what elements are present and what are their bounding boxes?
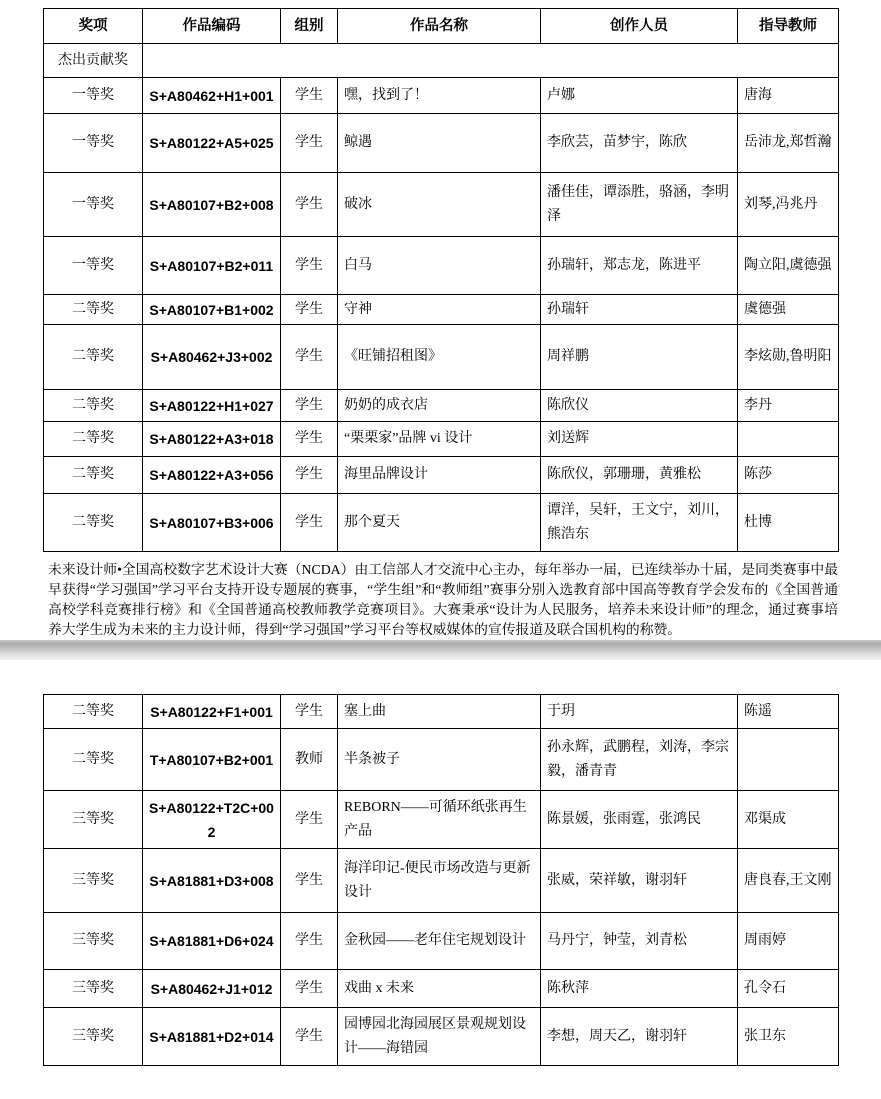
advisors-cell: 周雨婷 [738,913,839,970]
advisors-cell: 李丹 [738,390,839,422]
title-cell: 守神 [338,295,541,325]
table-row [44,729,839,791]
group-cell: 教师 [281,729,338,791]
code-cell: S+A80122+T2C+002 [143,791,281,849]
award-cell: 二等奖 [44,457,143,494]
award-cell: 二等奖 [44,494,143,552]
group-cell: 学生 [281,849,338,913]
award-cell: 二等奖 [44,325,143,390]
table-row [44,791,839,849]
advisors-cell: 陶立阳,虞德强 [738,237,839,295]
advisors-cell: 孔令石 [738,970,839,1008]
advisors-cell: 杜博 [738,494,839,552]
table-row [44,849,839,913]
code-cell: S+A81881+D3+008 [143,849,281,913]
table-row [44,695,839,729]
group-cell: 学生 [281,173,338,237]
code-cell: S+A80107+B3+006 [143,494,281,552]
page-separator [0,640,881,660]
advisors-cell: 陈遥 [738,695,839,729]
creators-cell: 于玥 [541,695,738,729]
award-cell: 一等奖 [44,114,143,173]
award-cell: 三等奖 [44,1008,143,1066]
table-row [44,78,839,114]
title-cell: 金秋园——老年住宅规划设计 [338,913,541,970]
advisors-cell: 唐海 [738,78,839,114]
advisors-cell: 虞德强 [738,295,839,325]
awards-table-page1 [43,8,839,552]
group-cell: 学生 [281,457,338,494]
column-header-title: 作品名称 [338,9,541,44]
table-row [44,970,839,1008]
advisors-cell [738,422,839,457]
creators-cell: 卢娜 [541,78,738,114]
group-cell: 学生 [281,494,338,552]
code-cell: S+A80122+A5+025 [143,114,281,173]
group-cell: 学生 [281,791,338,849]
group-cell: 学生 [281,325,338,390]
document-page-2 [0,660,881,1066]
title-cell: 那个夏天 [338,494,541,552]
code-cell: S+A81881+D6+024 [143,913,281,970]
award-cell: 三等奖 [44,913,143,970]
table-row [44,325,839,390]
creators-cell: 马丹宁，钟莹，刘青松 [541,913,738,970]
table-row [44,913,839,970]
column-header-group: 组别 [281,9,338,44]
group-cell: 学生 [281,970,338,1008]
group-cell: 学生 [281,114,338,173]
title-cell: 塞上曲 [338,695,541,729]
creators-cell: 刘送辉 [541,422,738,457]
code-cell: S+A80122+F1+001 [143,695,281,729]
title-cell: 破冰 [338,173,541,237]
table-row [44,457,839,494]
creators-cell: 张威，荣祥敏，谢羽轩 [541,849,738,913]
code-cell: S+A80462+J3+002 [143,325,281,390]
creators-cell: 谭洋，吴轩，王文宁，刘川，熊浩东 [541,494,738,552]
creators-cell: 李欣芸，苗梦宇，陈欣 [541,114,738,173]
title-cell: REBORN——可循环纸张再生产品 [338,791,541,849]
code-cell: S+A81881+D2+014 [143,1008,281,1066]
creators-cell: 周祥鹏 [541,325,738,390]
title-cell: 海洋印记-便民市场改造与更新设计 [338,849,541,913]
group-cell: 学生 [281,78,338,114]
code-cell: T+A80107+B2+001 [143,729,281,791]
creators-cell: 陈景媛，张雨霆，张鸿民 [541,791,738,849]
creators-cell: 孙永辉，武鹏程，刘涛，李宗毅，潘青青 [541,729,738,791]
code-cell: S+A80462+J1+012 [143,970,281,1008]
title-cell: 半条被子 [338,729,541,791]
column-header-advisors: 指导教师 [738,9,839,44]
awards-table-page2 [43,694,839,1066]
group-cell: 学生 [281,390,338,422]
creators-cell: 陈欣仪，郭珊珊，黄雅松 [541,457,738,494]
award-cell: 一等奖 [44,173,143,237]
creators-cell: 孙瑞轩，郑志龙，陈进平 [541,237,738,295]
table-row [44,1008,839,1066]
title-cell: 园博园北海园展区景观规划设计——海错园 [338,1008,541,1066]
creators-cell: 潘佳佳，谭添胜，骆涵，李明泽 [541,173,738,237]
title-cell: 鲸遇 [338,114,541,173]
table-row [44,295,839,325]
advisors-cell: 陈莎 [738,457,839,494]
award-cell: 二等奖 [44,695,143,729]
award-cell: 一等奖 [44,78,143,114]
title-cell: 白马 [338,237,541,295]
code-cell: S+A80122+A3+018 [143,422,281,457]
group-cell: 学生 [281,295,338,325]
code-cell: S+A80462+H1+001 [143,78,281,114]
advisors-cell: 邓渠成 [738,791,839,849]
creators-cell: 陈欣仪 [541,390,738,422]
advisors-cell: 岳沛龙,郑哲瀚 [738,114,839,173]
advisors-cell: 李炫勋,鲁明阳 [738,325,839,390]
competition-description: 未来设计师•全国高校数字艺术设计大赛（NCDA）由工信部人才交流中心主办，每年举办一届，已连续举办十届，是同类赛事中最早获得“学习强国”学习平台支持开设专题展的赛事，“学生组”和“教师组”赛事分别入选教育部中国高等教育学会发布的《全国普通高校学科竞赛排行榜》和《全国普通高校教师教学竞赛项目》。大赛秉承“设计为人民服务，培养未来设计师”的理念，通过赛事培养大学生成为未来的主力设计师，得到“学习强国”学习平台等权威媒体的宣传报道及联合国机构的称赞。 [48,562,838,637]
advisors-cell: 张卫东 [738,1008,839,1066]
award-cell: 一等奖 [44,237,143,295]
merged-empty-cell [143,44,839,78]
award-cell: 杰出贡献奖 [44,44,143,78]
advisors-cell: 刘琴,冯兆丹 [738,173,839,237]
award-cell: 二等奖 [44,390,143,422]
creators-cell: 陈秋萍 [541,970,738,1008]
creators-cell: 李想，周天乙，谢羽轩 [541,1008,738,1066]
title-cell: “栗栗家”品牌 vi 设计 [338,422,541,457]
table-row [44,237,839,295]
special-award-row [44,44,839,78]
column-header-award: 奖项 [44,9,143,44]
group-cell: 学生 [281,422,338,457]
creators-cell: 孙瑞轩 [541,295,738,325]
award-cell: 三等奖 [44,849,143,913]
title-cell: 海里品牌设计 [338,457,541,494]
code-cell: S+A80122+H1+027 [143,390,281,422]
award-cell: 三等奖 [44,970,143,1008]
code-cell: S+A80107+B2+008 [143,173,281,237]
header-row [44,9,839,44]
group-cell: 学生 [281,913,338,970]
table-row [44,390,839,422]
table-row [44,114,839,173]
title-cell: 奶奶的成衣店 [338,390,541,422]
column-header-creators: 创作人员 [541,9,738,44]
award-cell: 二等奖 [44,422,143,457]
title-cell: 嘿，找到了！ [338,78,541,114]
award-cell: 二等奖 [44,295,143,325]
table-row [44,422,839,457]
code-cell: S+A80107+B2+011 [143,237,281,295]
column-header-code: 作品编码 [143,9,281,44]
group-cell: 学生 [281,237,338,295]
advisors-cell: 唐良春,王文刚 [738,849,839,913]
group-cell: 学生 [281,1008,338,1066]
title-cell: 戏曲 x 未来 [338,970,541,1008]
code-cell: S+A80122+A3+056 [143,457,281,494]
code-cell: S+A80107+B1+002 [143,295,281,325]
award-cell: 三等奖 [44,791,143,849]
group-cell: 学生 [281,695,338,729]
table-row [44,173,839,237]
table-row [44,494,839,552]
award-cell: 二等奖 [44,729,143,791]
title-cell: 《旺铺招租图》 [338,325,541,390]
advisors-cell [738,729,839,791]
